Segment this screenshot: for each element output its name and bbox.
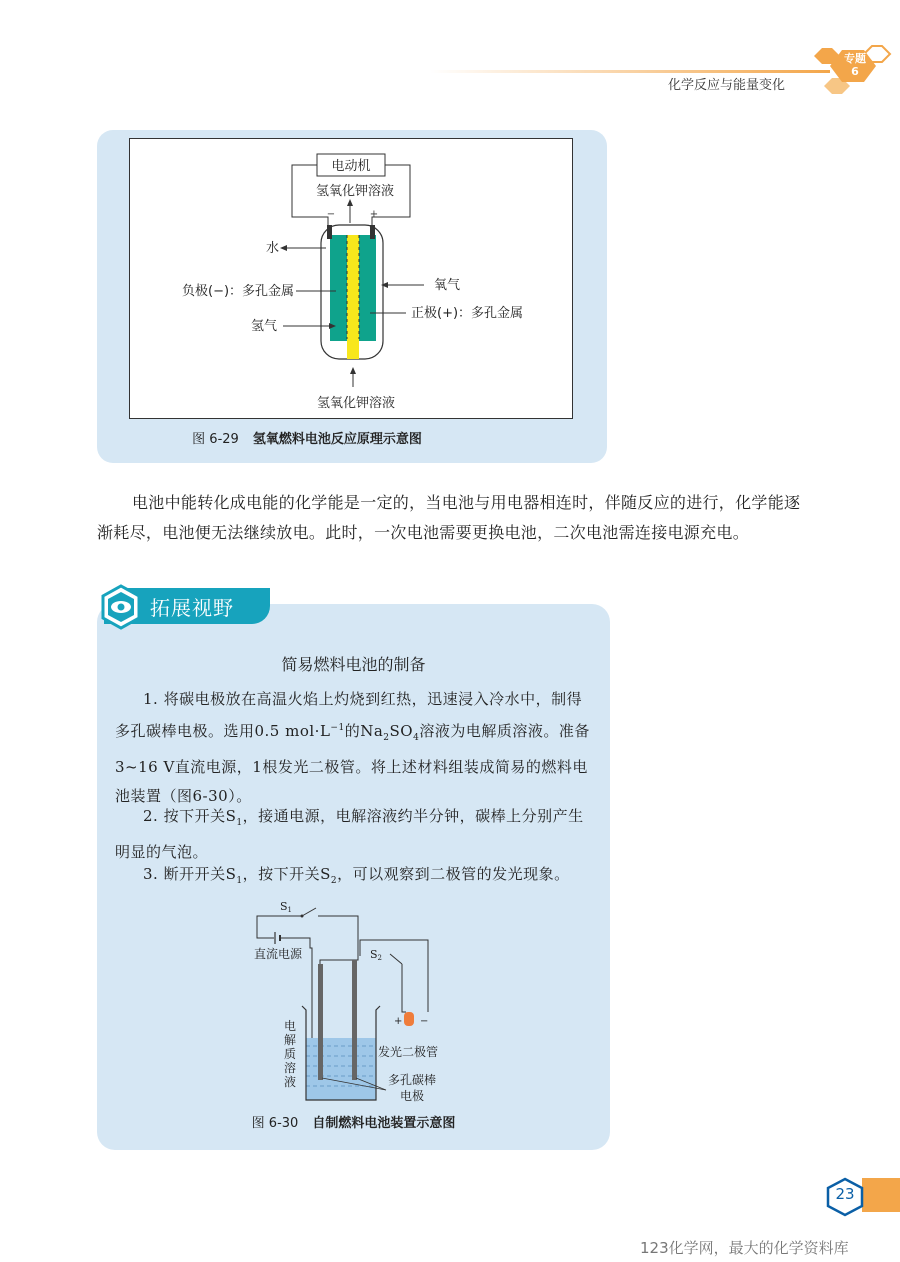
step-3-text-c: ，可以观察到二极管的发光现象。: [337, 865, 570, 883]
step-3-text-a: 3. 断开开关S: [143, 865, 237, 883]
electrolyte-channel: [347, 235, 359, 359]
figure-6-29-frame: [129, 138, 573, 419]
minus-sign: −: [326, 209, 336, 220]
led-label: 发光二极管: [378, 1045, 439, 1059]
step-1-text-b: 的Na: [344, 722, 384, 740]
extension-title: 拓展视野: [150, 596, 234, 620]
step-1: [115, 685, 597, 811]
step-3-text-b: ，按下开关S: [242, 865, 331, 883]
eye-icon: [98, 584, 144, 630]
page-number: 23: [835, 1185, 855, 1203]
electrode-label-1: 多孔碳棒: [388, 1073, 437, 1087]
step-2-text-b: ，接通电源，电解溶液约半分钟，碳棒上分别产生明显的气泡。: [115, 807, 584, 861]
oxygen-label: 氧气: [434, 278, 461, 293]
top-solution-label: 氢氧化钾溶液: [315, 184, 395, 199]
carbon-electrode-right: [352, 960, 357, 1080]
s2-label: S2: [370, 948, 383, 962]
footer-watermark: 123化学网，最大的化学资料库: [640, 1239, 849, 1257]
electrolyte-char-4: 溶: [284, 1061, 297, 1075]
chapter-badge-number: 6: [851, 65, 859, 78]
figure-6-29-number: 图 6-29: [192, 432, 239, 447]
hydrogen-label: 氢气: [251, 319, 278, 334]
step-2: [115, 802, 597, 867]
figure-6-30-number: 图 6-30: [251, 1116, 299, 1131]
electrolyte-char-2: 解: [284, 1033, 297, 1047]
bottom-solution-label: 氢氧化钾溶液: [316, 396, 396, 411]
carbon-electrode-left: [318, 964, 323, 1080]
page-number-bar: [862, 1178, 900, 1212]
step-3: [115, 860, 597, 896]
step-1-sub-1: 2: [383, 733, 390, 743]
extension-heading: 简易燃料电池的制备: [281, 655, 426, 674]
plus-sign: +: [369, 209, 379, 220]
step-2-text-a: 2. 按下开关S: [143, 807, 237, 825]
fuel-cell-diagram: [130, 139, 572, 418]
s1-label: S1: [280, 900, 293, 914]
water-label: 水: [266, 241, 280, 256]
led-minus: −: [420, 1016, 429, 1027]
figure-6-29-title: 氢氧燃料电池反应原理示意图: [252, 432, 422, 447]
electrolyte-char-1: 电: [284, 1019, 297, 1033]
led-plus: +: [394, 1016, 403, 1027]
step-1-text-c: SO: [389, 722, 414, 740]
step-2-sub: 1: [236, 818, 243, 828]
positive-electrode-label: 正极(+)：多孔金属: [411, 306, 524, 321]
figure-6-30-title: 自制燃料电池装置示意图: [312, 1116, 456, 1131]
electrolyte-char-3: 质: [284, 1047, 297, 1061]
step-3-sub-1: 1: [236, 876, 243, 886]
step-1-sub-2: 4: [413, 733, 420, 743]
step-1-text-a: 1. 将碳电极放在高温火焰上灼烧到红热，迅速浸入冷水中，制得多孔碳棒电极。选用0.5 mol·L: [115, 690, 583, 740]
chapter-badge: [834, 52, 876, 78]
header-rule: [430, 70, 830, 73]
negative-electrode-label: 负极(−)：多孔金属: [182, 284, 295, 299]
chapter-badge-label: 专题: [844, 52, 866, 65]
body-paragraph: 电池中能转化成电能的化学能是一定的，当电池与用电器相连时，伴随反应的进行，化学能逐渐耗尽，电池便无法继续放电。此时，一次电池需要更换电池，二次电池需连接电源充电。: [97, 493, 801, 542]
fuel-cell-apparatus-diagram: [240, 894, 480, 1106]
led-bulb: [404, 1012, 414, 1026]
electrolyte-char-5: 液: [284, 1075, 297, 1089]
step-3-sub-2: 2: [330, 876, 338, 886]
power-label: 直流电源: [254, 947, 303, 961]
figure-6-30-caption: [97, 1112, 610, 1131]
motor-label: 电动机: [331, 159, 371, 174]
electrode-label-2: 电极: [400, 1089, 425, 1103]
figure-6-29-caption: [97, 428, 517, 447]
step-1-text-d: 溶液为电解质溶液。准备3~16 V直流电源，1根发光二极管。将上述材料组装成简易的燃料电池装置（图6-30）。: [115, 722, 590, 805]
chapter-subtitle: 化学反应与能量变化: [668, 78, 786, 93]
electrolyte-solution: [306, 1038, 376, 1100]
step-1-sup: −1: [330, 723, 345, 733]
